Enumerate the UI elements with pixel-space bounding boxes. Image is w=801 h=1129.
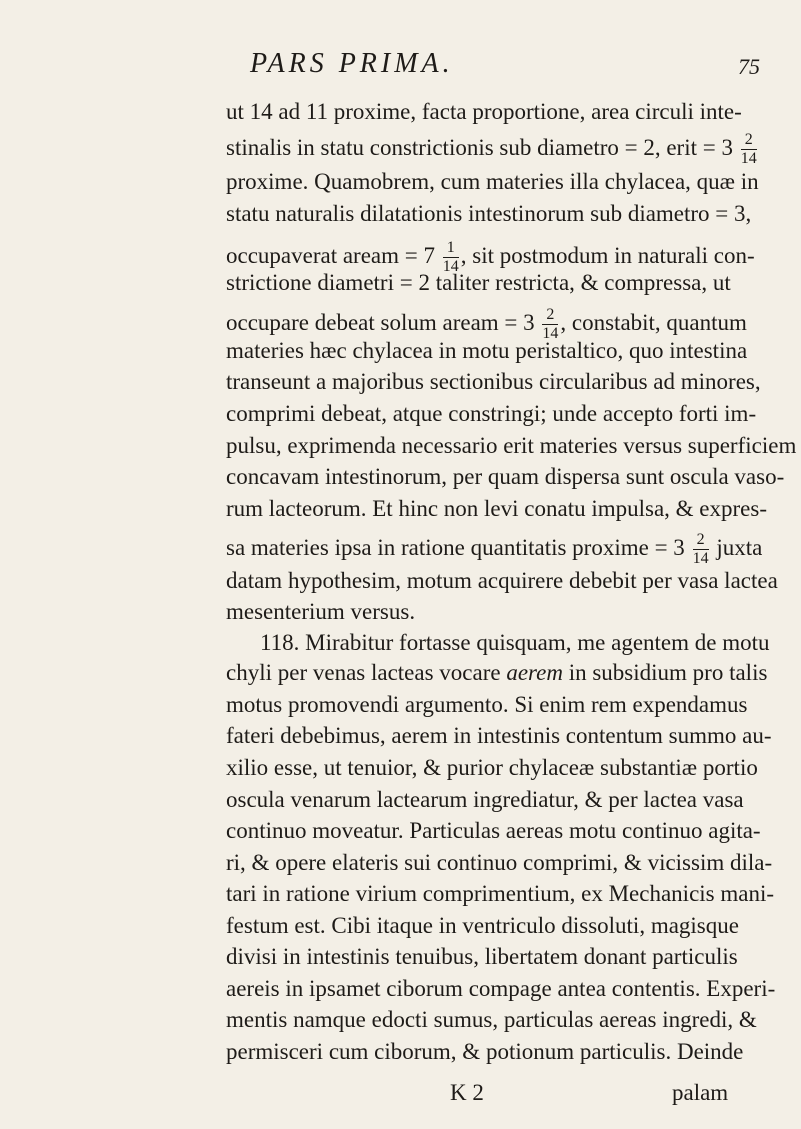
text-line <box>260 631 770 654</box>
fraction-numerator: 2 <box>744 131 753 148</box>
text-line <box>226 945 738 968</box>
text-line <box>226 882 774 905</box>
text-run: permisceri cum ciborum, & potionum particulis. Deinde <box>226 1039 744 1064</box>
text-run: motus promovendi argumento. Si enim rem expendamus <box>226 692 748 717</box>
text-line <box>226 914 739 937</box>
text-line <box>226 851 772 874</box>
text-run: tari in ratione virium comprimentium, ex Mechanicis mani- <box>226 881 775 906</box>
text-line <box>226 788 744 811</box>
text-line <box>226 497 767 520</box>
text-line <box>226 724 771 747</box>
fraction <box>741 132 757 168</box>
signature-mark: K 2 <box>450 1080 484 1105</box>
text-line <box>226 370 761 393</box>
text-run: occupaverat aream = 7 <box>226 243 441 269</box>
fraction-denominator: 14 <box>740 149 757 167</box>
text-run: concavam intestinorum, per quam dispersa sunt oscula vaso- <box>226 464 785 489</box>
text-run: , constabit, quantum <box>560 310 747 336</box>
text-line <box>226 202 751 225</box>
text-line <box>226 1008 757 1031</box>
text-line <box>226 402 756 425</box>
fraction-numerator: 2 <box>546 306 555 323</box>
text-run: fateri debebimus, aerem in intestinis contentum summo au- <box>226 723 772 748</box>
text-run: ri, & opere elateris sui continuo comprimi, & vicissim dila- <box>226 850 773 875</box>
text-line <box>226 600 415 623</box>
text-run: oscula venarum lactearum ingrediatur, & per lactea vasa <box>226 787 744 812</box>
text-line <box>226 532 762 568</box>
text-line <box>226 1040 743 1063</box>
text-run: statu naturalis dilatationis intestinorum sub diametro = 3, <box>226 201 752 226</box>
text-run: 118. Mirabitur fortasse quisquam, me agentem de motu <box>260 630 770 655</box>
text-run: aereis in ipsamet ciborum compage antea contentis. Experi- <box>226 976 776 1001</box>
text-run: stinalis in statu constrictionis sub diametro = 2, erit = 3 <box>226 135 739 161</box>
page-header <box>0 48 801 88</box>
text-line <box>226 434 796 457</box>
text-run: chyli per venas lacteas vocare <box>226 660 507 685</box>
text-line <box>226 693 747 716</box>
text-line <box>226 977 775 1000</box>
text-run: datam hypothesim, motum acquirere debebit per vasa lactea <box>226 568 778 593</box>
text-line <box>226 132 759 168</box>
text-run: xilio esse, ut tenuior, & purior chylaceæ substantiæ portio <box>226 755 758 780</box>
italic-term: aerem <box>506 660 563 685</box>
fraction <box>693 532 709 568</box>
text-run: mesenterium versus. <box>226 599 416 624</box>
text-run: juxta <box>710 535 763 561</box>
fraction-denominator: 14 <box>692 549 709 567</box>
text-line <box>226 465 784 488</box>
text-line <box>226 271 731 294</box>
page-footer <box>0 1080 801 1110</box>
text-run: in subsidium pro talis <box>562 660 768 685</box>
running-title: PARS PRIMA. <box>250 48 454 79</box>
text-run: pulsu, exprimenda necessario erit materies versus superficiem <box>226 433 797 458</box>
text-run: proxime. Quamobrem, cum materies illa chylacea, quæ in <box>226 169 759 194</box>
text-line <box>226 100 742 123</box>
text-run: strictione diametri = 2 taliter restricta, & compressa, ut <box>226 270 731 295</box>
text-run: occupare debeat solum aream = 3 <box>226 310 541 336</box>
text-line <box>226 569 778 592</box>
catchword: palam <box>672 1080 729 1105</box>
text-line <box>226 170 759 193</box>
fraction-numerator: 2 <box>696 531 705 548</box>
text-run: materies hæc chylacea in motu peristaltico, quo intestina <box>226 338 748 363</box>
text-run: rum lacteorum. Et hinc non levi conatu impulsa, & expres- <box>226 496 767 521</box>
text-run: , sit postmodum in naturali con- <box>460 243 755 269</box>
text-run: comprimi debeat, atque constringi; unde accepto forti im- <box>226 401 757 426</box>
text-run: divisi in intestinis tenuibus, libertatem donant particulis <box>226 944 738 969</box>
fraction-denominator: 14 <box>542 324 559 342</box>
text-run: mentis namque edocti sumus, particulas aereas ingredi, & <box>226 1007 757 1032</box>
page-number: 75 <box>738 54 760 79</box>
text-line <box>226 661 767 684</box>
fraction-numerator: 1 <box>446 239 455 256</box>
text-run: ut 14 ad 11 proxime, facta proportione, area circuli inte- <box>226 99 742 124</box>
text-line <box>226 756 758 779</box>
text-run: continuo moveatur. Particulas aereas motu continuo agita- <box>226 818 761 843</box>
text-run: festum est. Cibi itaque in ventriculo dissoluti, magisque <box>226 913 739 938</box>
fraction-denominator: 14 <box>442 257 459 275</box>
text-run: sa materies ipsa in ratione quantitatis proxime = 3 <box>226 535 691 561</box>
text-line <box>226 339 747 362</box>
text-run: transeunt a majoribus sectionibus circularibus ad minores, <box>226 369 761 394</box>
text-line <box>226 819 761 842</box>
